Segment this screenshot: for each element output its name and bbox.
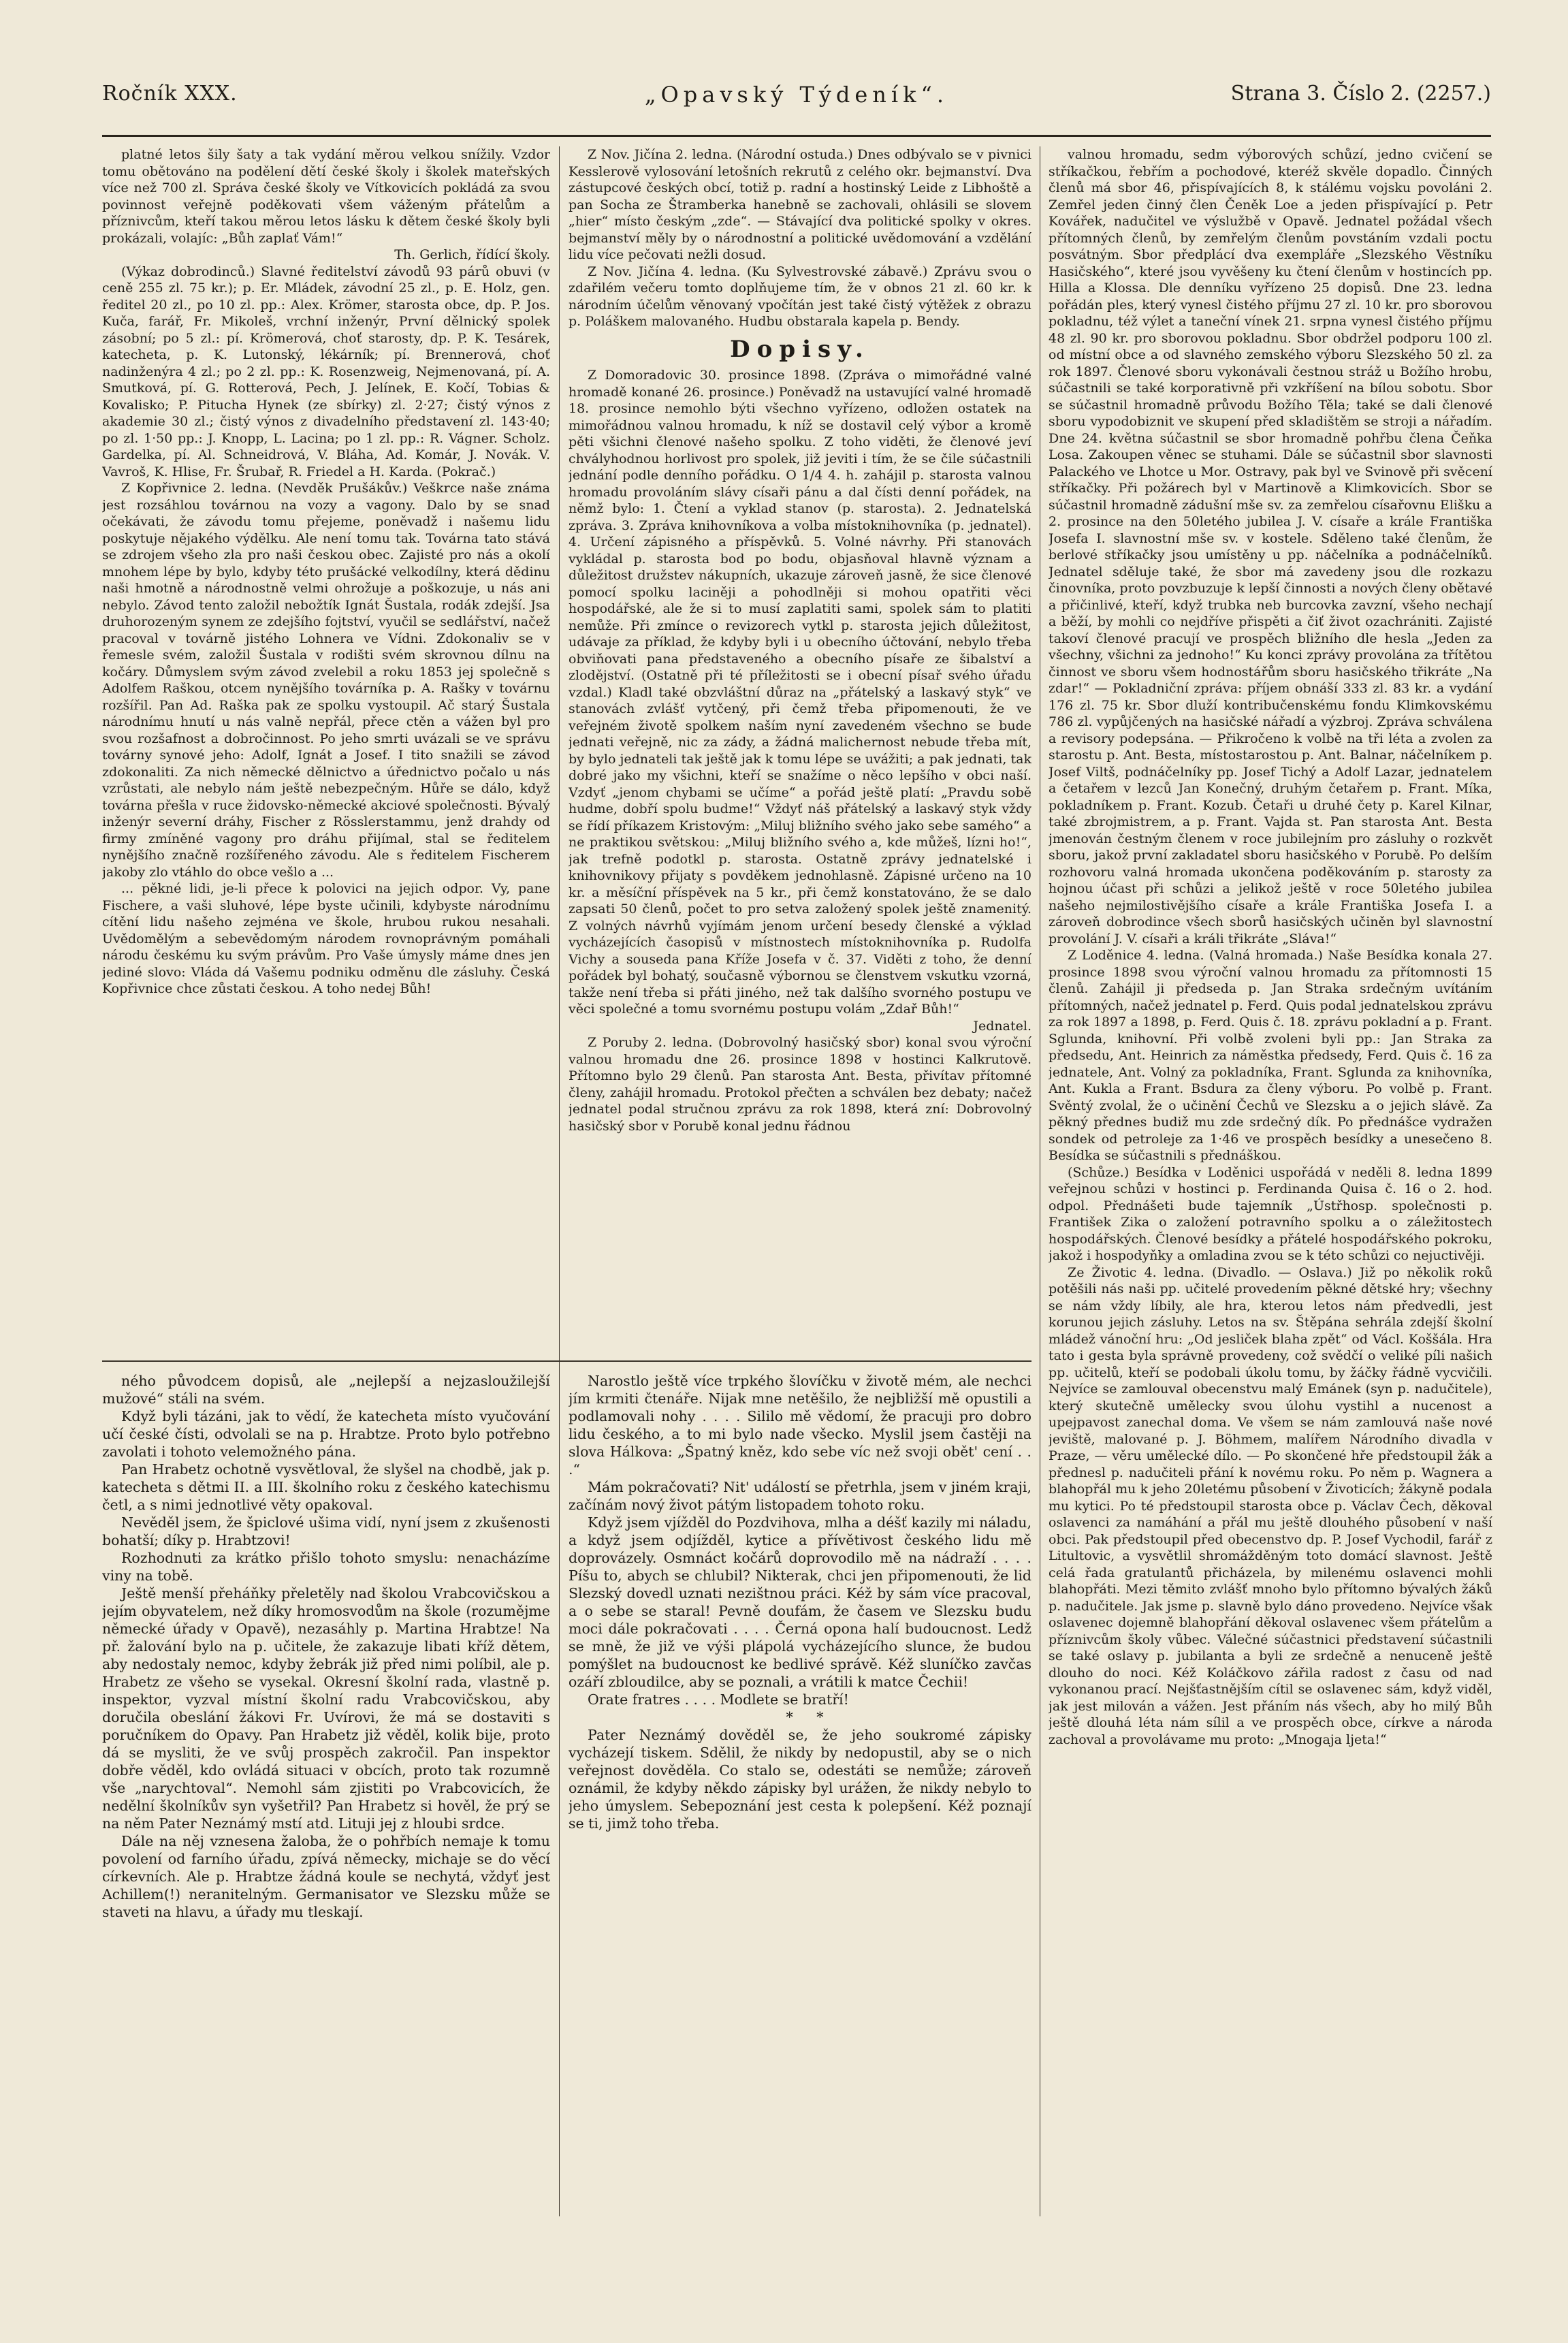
paragraph: Pater Neznámý dověděl se, že jeho soukromé zápisky vycházejí tiskem. Sdělil, že nikdy by nedopustil, aby se o nich veřejnost dověděla. Co stalo se, odestáti se nemůže; zároveň oznámil, že kdyby někdo zápisky byl urážen, že nikdy nebylo to jeho úmyslem. Sebepoznání jest cesta k polepšení. Kéž poznají se ti, jimž toho třeba. — [569, 1727, 1031, 1832]
notice-schuze: (Schůze.) Besídka v Loděnici uspořádá v neděli 8. ledna 1899 veřejnou schůzi v hostinci p. Ferdinanda Quisa č. 16 o 2. hod. odpol. Přednášeti bude tajemník „Ústřhosp. společnosti p. František Zika o založení potravního spolku a o záležitostech hospodářských. Členové besídky a přátelé hospodářského pokroku, jakož i hospodyňky a omladina zvou se k této schůzi co nejuctivěji. — [1049, 1164, 1492, 1263]
column-middle-bottom — [569, 1372, 1031, 2216]
paragraph: Mám pokračovati? Nit' událostí se přetrhla, jsem v jiném kraji, začínám nový život pátým listopadem tohoto roku. — [569, 1479, 1031, 1513]
paragraph: Když byli tázáni, jak to vědí, že katecheta místo vyučování učí české čísti, odvolali se na p. Hrabtze. Proto bylo potřebno zavolati i tohoto velemožného pána. — [102, 1408, 550, 1460]
paragraph: Narostlo ještě více trpkého šlovíčku v životě mém, ale nechci jím krmiti čtenáře. Nijak mne netěšilo, že nejbližší mě opustili a podlamovali nohy . . . . Sililo mě vědomí, že pracuji pro dobro lidu českého, a to mi bylo nade všecko. Myslil jsem častěji na slova Hálkova: „Špatný kněz, kdo sebe víc než svoji obět' cení . . .“ — [569, 1373, 1031, 1478]
paragraph: Dále na něj vznesena žaloba, že o pohřbích nemaje k tomu povolení od farního úřadu, zpívá německy, michaje se do věcí církevních. Ale p. Hrabtze žádná koule se nechytá, vždyť jest Achillem(!) neranitelným. Germanisator ve Slezsku může se staveti na hlavu, a úřady mu tleskají. — [102, 1833, 550, 1920]
paragraph: ného původcem dopisů, ale „nejlepší a nejzasloužilejší mužové“ stáli na svém. — [102, 1373, 550, 1407]
article-kopřivnice: Z Kopřivnice 2. ledna. (Nevděk Prušákův.) Veškrce naše známa jest rozsáhlou továrnou na vozy a vagony. Dalo by se snad očekávati, že závodu tomu přejeme, poněvadž i našemu lidu poskytuje nějakého výdělku. Ale není tomu tak. Továrna tato stává se zdrojem všeho zla pro naši českou obec. Zajisté pro nás a okolí mnohem lépe by bylo, kdyby této prušácké velkodílny, která dědinu naši hmotně a národnostně velmi ohrožuje a poškozuje, u nás ani nebylo. Závod tento založil nebožtík Ignát Šustala, rodák zdejší. Jsa druhorozeným synem ze zdejšího fojtství, vyučil se sedlářství, načež pracoval v továrně jistého Lohnera ve Vídni. Zdokonaliv se v řemesle svém, založil Šustala v rodišti svém skrovnou dílnu na kočáry. Důmyslem svým závod zvelebil a roku 1853 jej společně s Adolfem Raškou, otcem nynějšího továrníka p. A. Rašky v továrnu rozšířil. Pan Ad. Raška pak ze spolku vystoupil. Ač starý Šustala národnímu hnutí u nás valně nepřál, přece ctěn a vážen byl pro svou rozšafnost a dobročinnost. Po jeho smrti uvázali se ve správu továrny synové jeho: Adolf, Ignát a Josef. I tito snažili se závod zdokonaliti. Za nich německé dělnictvo a úřednictvo počalo u nás vzrůstati, ale nebylo nám ještě nebezpečným. Hůře se dálo, když továrna přešla v ruce židovsko-německé akciové společnosti. Bývalý inženýr severní dráhy, Fischer z Rösslerstammu, jenž drahdy od firmy zmíněné vagony pro dráhu přijímal, stal se ředitelem nynějšího značně rozšířeného závodu. Ale s ředitelem Fischerem jakoby zlo vtáhlo do obce vešlo a ... — [102, 481, 550, 880]
signature: Th. Gerlich, řídící školy. — [394, 247, 550, 262]
section-title-dopisy: Dopisy. — [730, 335, 870, 363]
letter-poruba-continued: valnou hromadu, sedm výborových schůzí, jedno cvičení se stříkačkou, řebřím a pochodové, kteréž skvěle dopadlo. Činných členů má sbor 46, přispívajících 8, k stálému vojsku povoláni 2. Zemřel jeden činný člen Čeněk Loe a jeden přispívající p. Petr Kovářek, nadučitel ve výslužbě v Opavě. Jednatel požádal všech přítomných členů, by zemřelým členům povstáním vzdali poctu posvátným. Sbor předplácí dva exempláře „Slezského Věstníku Hasičského“, které jsou vyvěšeny ku čtení členům v hostincích pp. Hilla a Klossa. Dle denníku vyřízeno 25 dopisů. Dne 23. ledna pořádán ples, který vynesl čistého příjmu 27 zl. 10 kr. pro sborovou pokladnu, též výlet a taneční vínek 21. srpna vynesl čistého příjmu 48 zl. 90 kr. pro sborovou pokladnu. Sbor obdržel podporu 100 zl. od místní obce a od slavného zemského výboru Slezského 50 zl. za rok 1897. Členové sboru vykonávali čestnou stráž u Božího hrobu, súčastnili se také korporativně při vzkříšení na bílou sobotu. Sbor se súčastnil hromadně průvodu Božího Těla; také se dali členové sboru vypodobiznit ve skupení před skladištěm se stroji a nářadím. Dne 24. května súčastnil se sbor hromadně pohřbu člena Čeňka Losa. Zakoupen věnec se stuhami. Dále se súčastnil sbor slavnosti Palackého ve Lhotce u Mor. Ostravy, pak byl ve Svinově při svěcení stříkačky. Při požárech byl v Martinově a Klimkovicích. Sbor se súčastnil hromadně zádušní mše sv. za zemřelou císařovnu Elišku a 2. prosince na den 50letého jubilea J. V. císaře a krále Františka Josefa I. slavnostní mše sv. v kostele. Sděleno také členům, že berlové stříkačky jsou umístěny u pp. náčelníka a podnáčelníků. Jednatel sděluje také, že sbor má zavedeny jsou dle rozkazu činovníka, proto povzbuzuje k lepší činnosti a nových členy obětavé a přičinlivé, kteří, když trubka neb burcovka zavzní, všeho nechají a běží, by mohli co nejdříve přispěti a čiť život ozachrániti. Zajisté takoví členové pracují ve prospěch bližního dle hesla „Jeden za všechny, všichni za jednoho!“ Ku konci zprávy provolána za třítětou činnost ve sboru všem hodnostářům sboru hasičského třikráte „Na zdar!“ — Pokladniční zpráva: příjem obnáší 333 zl. 83 kr. a vydání 176 zl. 75 kr. Sbor dluží kontribučenskému fondu Klimkovskému 786 zl. vypůjčených na hasičské nářadí a výzbroj. Zpráva schválena a revisory podepsána. — Přikročeno k volbě na tři léta a zvolen za starostu p. Ant. Besta, místostarostou p. Ant. Balnar, náčelníkem p. Josef Viltš, podnáčelníky pp. Josef Tichý a Adolf Lazar, jednatelem a četařem v lezců Jan Konečný, druhým četařem p. Frant. Míka, pokladníkem p. Frant. Kozub. Četaři u druhé čety p. Karel Kilnar, také zbrojmistrem, a p. Frant. Vajda st. Pan starosta Ant. Besta jmenován čestným členem v roce jubilejním pro zásluhy o rozkvět sboru, jakož první zakladatel sboru hasičského v Porubě. Po delším rozhovoru valná hromada ukončena poděkováním p. starosty za hojnou účast při schůzi a jelikož ještě v roce 50letého jubilea našeho nejmilostivějšího císaře a krále Františka Josefa I. a zároveň dobrodince všech sborů hasičských učiněn byl slavnostní provolání J. V. císaři a králi třikráte „Sláva!“ — [1049, 147, 1492, 946]
column-left-top — [102, 146, 550, 1352]
paragraph: Ještě menší přeháňky přeletěly nad školou Vrabcovičskou a jejím obyvatelem, než díky hromosvodům na škole (rozumějme německé úřady v Opavě), nezasáhly p. Martina Hrabtze! Na př. žalování bylo na p. učitele, že zakazuje libati kříž dětem, aby nedostaly nemoc, kdyby žebrák již před nimi políbil, ale p. Hrabetz ze všeho se vysekal. Okresní školní rada, vlastně p. inspektor, vyzval místní školní radu Vrabcovičskou, aby doručila obeslání žákovi Fr. Uvírovi, že má se dostaviti s poručníkem do Opavy. Pan Hrabetz již věděl, kolik bije, proto dá se mysliti, že ve svůj prospěch zakročil. Pan inspektor dobře věděl, kdo ovládá situaci v obcích, proto tak rozumně vše „narychtoval“. Nemohl sám zjistiti po Vrabcovicích, že nedělní školníkův syn vyšetřil? Pan Hrabetz si hověl, že prý se na něm Pater Neznámý mstí atd. Lituji jej z hloubi srdce. — [102, 1585, 550, 1832]
header-rule — [102, 135, 1491, 137]
column-right — [1049, 146, 1492, 2216]
letter-poruba: Z Poruby 2. ledna. (Dobrovolný hasičský sbor) konal svou výroční valnou hromadu dne 26. prosince 1898 v hostinci Kalkrutově. Přítomno bylo 29 členů. Pan starosta Ant. Besta, přivítav přítomné členy, zahájil hromadu. Protokol přečten a schválen bez debaty; načež jednatel podal stručnou zprávu za rok 1898, která zní: Dobrovolný hasičský sbor v Porubě konal jednu řádnou — [569, 1035, 1031, 1134]
page-header — [102, 82, 1491, 129]
newspaper-title: „Opavský Týdeník“. — [644, 82, 949, 108]
article-nov-jicin-2: Z Nov. Jičína 4. ledna. (Ku Sylvestrovské zábavě.) Zprávu svou o zdařilém večeru tomto doplňujeme tím, že v obnos 21 zl. 60 kr. k národním účelům věnovaný vpočítán jest také čistý výtěžek z obrazu p. Poláškem malovaného. Hudbu obstarala kapela p. Bendy. — [569, 264, 1031, 329]
letter-zivotice: Ze Životic 4. ledna. (Divadlo. — Oslava.) Již po několik roků potěšili nás naši pp. učitelé provedením pěkné dětské hry; všechny se nám vždy líbily, ale hra, kterou letos nám předvedli, jest korunou jejich zásluhy. Letos na sv. Štěpána sehrála zdejší školní mládež vánoční hru: „Od jesliček blaha zpět“ od Václ. Koššála. Hra tato i gesta byla správně provedeny, což svědčí o veliké píli našich pp. učitelů, kteří se podobali úkolu tomu, by žáčky řádně vycvičili. Nejvíce se zamlouval obecenstvu malý Emánek (syn p. nadučitele), který skutečně umělecky svou úlohu vystihl a nucenost a upejpavost zanechal doma. Ve všem se nám zamlouvá naše nové jeviště, malované p. J. Böhmem, malířem Národního divadla v Praze, — věru umělecké dílo. — Po skončené hře předstoupil žák a přednesl p. nadučiteli přání k novému roku. Po něm p. Wagnera a blahopřál mu k jeho 20letému působení v Životicích; žákyně podala mu kytici. Po té předstoupil starosta obce p. Václav Čech, děkoval oslavenci za namáhání a přál mu ještě dlouhého působení v naší obci. Pak předstoupil před obecenstvo dp. P. Josef Vychodil, farář z Litultovic, a vysvětlil shromážděným toto domácí slavnost. Ještě celá řada gratulantů přicházela, by milenému oslavenci mohli blahopřáti. Mezi těmito zvlášť mnoho bylo přítomno bývalých žáků p. nadučitele. Jak jsme p. slavně bylo dáno provedeno. Nejvíce však oslavenec dojemně blahopřání děkoval oslavenec všem přátelům a příznivcům školy vůbec. Válečné súčastnici představení súčastnili se také oslavy p. jubilanta a byli ze srdečně a nenuceně ještě dlouho do noci. Kéž Koláčkovo zářila radost z času od nad vykonanou prací. Nejšťastnějším cítil se oslavenec sám, když viděl, jak jest milován a vážen. Jest přáním nás všech, aby ho milý Bůh ještě dlouhá léta nám sílil a ve prospěch obce, církve a národa zachoval a provolávame mu proto: „Mnogaja ljeta!“ — [1049, 1264, 1492, 1747]
letter-domoradovice: Z Domoradovic 30. prosince 1898. (Zpráva o mimořádné valné hromadě konané 26. prosince.) Poněvadž na ustavující valné hromadě 18. prosince nemohlo býti všechno vyřízeno, odložen ostatek na mimořádnou valnou hromadu, k níž se dostavil celý výbor a kromě pěti všichni členové našeho spolku. Z toho viděti, že členové jeví chvályhodnou horlivost pro spolek, již jeviti i tím, že se čile súčastnili jednání podle denního pořádku. O 1/4 4. h. zahájil p. starosta valnou hromadu provoláním slávy císaři pánu a dal čísti denní pořádek, na němž bylo: 1. Čtení a vyklad stanov (p. starosta). 2. Jednatelská zpráva. 3. Zpráva knihovníkova a volba místoknihovníka (p. jednatel). 4. Určení zápisného a příspěvků. 5. Volné návrhy. Při stanovách vykládal p. starosta bod po bodu, objasňoval hlavně význam a důležitost družstev nákupních, ukazuje zároveň jasně, že sice členové pomocí spolku laciněji a pohodlněji si mohou opatřiti věci hospodářské, ale že si to musí zaplatiti sami, spolek sám to platiti nemůže. Při zmínce o revizorech vytkl p. starosta jejich důležitost, udávaje za příklad, že kdyby byli i u obecního účtování, nebylo třeba obviňovati pana představeného a obecního písaře ze šibalství a zlodějství. (Ostatně při té příležitosti se i obecní písař svého úřadu vzdal.) Kladl také obzvláštní důraz na „přátelský a laskavý styk“ ve stanovách zvlášť vytčený, při čemž třeba připomenouti, že ve veřejném životě spolkem naším nyní zavedeném všechno se bude jednati veřejně, nic za zády, a žádná malichernost nebude třeba mít, by bylo jednateli tak ještě jak k tomu lépe se uvážiti; a pak jednati, tak dobré jako my všichni, kteří se snažíme o něco lepšího v obci naší. Vzdyť „jenom chybami se učíme“ a pořád ještě platí: „Pravdu sobě hudme, dobří spolu budme!“ Vždyť náš přátelský a laskavý styk vždy se řídí příkazem Kristovým: „Miluj bližního svého jako sebe samého“ a ne praktikou světskou: „Miluj bližního svého a, kde můžeš, lízni ho!“, jak trefně podotkl p. starosta. Ostatně zprávy jednatelské i knihovnikovy přijaty s povděkem jednohlasně. Zápisné určeno na 10 kr. a měsíční příspěvek na 5 kr., při čemž konstatováno, že se dalo zapsati 50 členů, počet to pro setva založený spolek ještě znamenitý. Z volných návrhů vyjímám jenom určení besedy členské a výklad vycházejících časopisů v místnostech místoknihovníka p. Rudolfa Vichy a souseda pana Kříže Josefa v č. 37. Viděti z toho, že denní pořádek byl bohatý, současně výbornou se členstvem vskutku vzorná, takže není třeba si přáti jiného, než tak dalšího svorného postupu ve věci společné a tomu svornému postupu volám „Zdař Bůh!“ — [569, 368, 1031, 1017]
paragraph: platné letos šily šaty a tak vydání měrou velkou snížily. Vzdor tomu obětováno na podělení dětí české školy i školek mateřských více než 700 zl. Správa české školy ve Vítkovicích pokládá za svou povinnost veřejně poděkovati všem váženým přátelům a příznivcům, kteří takou měrou letos lásku k dětem české školy byli prokázali, volajíc: „Bůh zaplať Vám!“ — [102, 147, 550, 246]
column-middle-top — [569, 146, 1031, 1352]
paragraph: Pan Hrabetz ochotně vysvětloval, že slyšel na chodbě, jak p. katecheta s dětmi II. a III. školního roku z českého katechismu četl, a s nimi jednotlivé věty opakoval. — [102, 1461, 550, 1513]
volume-label: Ročník XXX. — [102, 82, 238, 106]
paragraph: Orate fratres . . . . Modlete se bratří! — [588, 1691, 849, 1708]
column-divider-1 — [559, 146, 560, 2216]
letter-lodenice: Z Loděnice 4. ledna. (Valná hromada.) Naše Besídka konala 27. prosince 1898 svou výroční valnou hromadu za přítomnosti 15 členů. Zahájil ji předseda p. Jan Straka srdečným uvítáním přítomných, načež jednatel p. Ferd. Quis podal jednatelskou zprávu za rok 1897 a 1898, p. Ferd. Quis č. 18. zprávu pokladní a p. Frant. Sglunda, knihovní. Při volbě zvoleni byli pp.: Jan Straka za předsedu, Ant. Heinrich za náměstka předsedy, Ferd. Quis č. 16 za jednatele, Ant. Volný za pokladníka, Frant. Sglunda za knihovníka, Ant. Kukla a Frant. Bsdura za členy výboru. Po volbě p. Frant. Svěntý zvolal, že o učinění Čechů ve Slezsku a o jejich slávě. Za pěkný přednes budiž mu zde srdečný dík. Po přednášce vydražen sondek od petroleje za 1·46 ve prospěch besídky a unesečeno 8. Besídka se súčastnili s přednáškou. — [1049, 948, 1492, 1163]
donor-list: (Výkaz dobrodinců.) Slavné ředitelství závodů 93 párů obuvi (v ceně 255 zl. 75 kr.); p. Er. Mládek, závodní 25 zl., p. E. Holz, gen. ředitel 20 zl., po 10 zl. pp.: Alex. Krömer, starosta obce, dp. P. Jos. Kuča, farář, Fr. Mikoleš, vrchní inženýr, První dělnický spolek zásobní; po 5 zl.: pí. Krömerová, choť starosty, dp. P. K. Tesárek, katecheta, p. K. Lutonský, lékárník; pí. Brennerová, choť nadinženýra 4 zl.; po 2 zl. pp.: K. Rosenzweig, Nejmenovaná, pí. A. Smutková, pí. G. Rotterová, Pech, J. Jelínek, E. Kočí, Tobias & Kovalisko; P. Pitucha Hynek (ze sbírky) zl. 2·27; čistý výnos z akademie 30 zl.; čistý výnos z divadelního představení zl. 143·40; po zl. 1·50 pp.: J. Knopp, L. Lacina; po 1 zl. pp.: R. Vágner. Scholz. Gardelka, pí. Al. Schneidrová, V. Bláha, Ad. Komár, J. Novák. V. Vavroš, K. Hlise, Fr. Šrubař, R. Friedel a H. Karda. (Pokrač.) — [102, 264, 550, 479]
separator-stars: * * — [786, 1709, 833, 1725]
paragraph: ... pěkné lidi, je-li přece k polovici na jejich odpor. Vy, pane Fischere, a vaši sluhové, lépe byste učinili, kdybyste národnímu cítění lidu našeho zejména ve škole, hrubou rukou nesahali. Uvědomělým a sebevědomým národem rovnoprávným pomáhali národu českému ku svým právům. Pro Vaše úmysly máme dnes jen jediné slovo: Vláda dá Vašemu podniku odměnu dle zásluhy. Česká Kopřivnice chce zůstati českou. A toho nedej Bůh! — [102, 881, 550, 996]
signature: Jednatel. — [973, 1018, 1031, 1034]
column-left-bottom — [102, 1372, 550, 2216]
paragraph: Rozhodnuti za krátko přišlo tohoto smyslu: nenacházíme viny na tobě. — [102, 1550, 550, 1584]
paragraph: Nevěděl jsem, že špiclové ušima vidí, nyní jsem z zkušenosti bohatší; díky p. Hrabtzovi! — [102, 1514, 550, 1548]
article-nov-jicin-1: Z Nov. Jičína 2. ledna. (Národní ostuda.) Dnes odbývalo se v pivnici Kesslerově vylosování letošních rekrutů z celého okr. bejmanství. Dva zástupcové českých obcí, totiž p. radní a hostinský Leide z Libhoště a pan Socha ze Štramberka hanebně se zachovali, ohlásili se slovem „hier“ místo českým „zde“. — Stávající dva politické spolky v okres. bejmanství měly by o národnostní a politické uvědomování a vzdělání lidu více pečovati nežli dosud. — [569, 147, 1031, 262]
page-number: Strana 3. Číslo 2. (2257.) — [1230, 82, 1491, 106]
paragraph: Když jsem vjížděl do Pozdvihova, mlha a déšť kazily mi náladu, a když jsem odjížděl, kytice a přívětivost českého lidu mě doprovázely. Osmnáct kočárů doprovodilo mě na nádraží . . . . Píšu to, abych se chlubil? Nikterak, chci jen připomenouti, že lid Slezský dovedl uznati nezištnou práci. Kéž by sám více pracoval, a o sebe se staral! Pevně doufám, že časem ve Slezsku budu moci dále pokračovati . . . . Černá opona halí budoucnost. Ledž se mně, že již ve výši plápolá vycházejícího slunce, že budou pomýšlet na budoucnost ke bedlivé správě. Kéž sluníčko zavčas ozáří zbloudilce, aby se poznali, a vrátili k matce Čechii! — [569, 1514, 1031, 1690]
section-divider — [102, 1360, 1031, 1362]
